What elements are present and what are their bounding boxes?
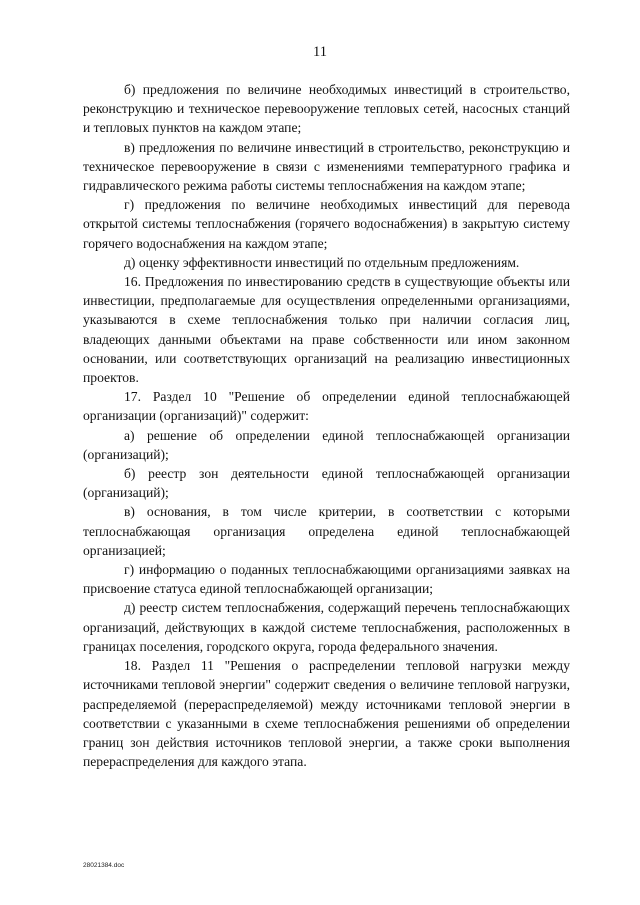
paragraph-17-d: д) реестр систем теплоснабжения, содержащий перечень теплоснабжающих организаций, действующих в каждой системе теплоснабжения, расположенных в границах поселения, городского округа, города федерального значения. [83,600,570,654]
document-body [83,80,570,771]
paragraph-b-investment-networks: б) предложения по величине необходимых инвестиций в строительство, реконструкцию и техническое перевооружение тепловых сетей, насосных станций и тепловых пунктов на каждом этапе; [83,82,570,136]
paragraph-g-investment-closed-system: г) предложения по величине необходимых инвестиций для перевода открытой системы теплоснабжения (горячего водоснабжения) в закрытую систему горячего водоснабжения на каждом этапе; [83,197,570,251]
paragraph-17-v: в) основания, в том числе критерии, в соответствии с которыми теплоснабжающая организация определена единой теплоснабжающей организацией; [83,504,570,558]
paragraph-18: 18. Раздел 11 "Решения о распределении тепловой нагрузки между источниками тепловой энергии" содержит сведения о величине тепловой нагрузки, распределяемой (перераспределяемой) между источниками тепловой энергии в соответствии с указанными в схеме теплоснабжения решениями об определении границ зон действия источников тепловой энергии, а также сроки выполнения перераспределения для каждого этапа. [83,658,570,770]
paragraph-17: 17. Раздел 10 "Решение об определении единой теплоснабжающей организации (организаций)" содержит: [83,389,570,424]
page-number: 11 [313,44,327,60]
paragraph-16: 16. Предложения по инвестированию средств в существующие объекты или инвестиции, предполагаемые для осуществления определенными организациями, указываются в схеме теплоснабжения только при наличии согласия лиц, владеющих данными объектами на праве собственности или ином законном основании, или соответствующих организаций на реализацию инвестиционных проектов. [83,274,570,386]
paragraph-d-efficiency: д) оценку эффективности инвестиций по отдельным предложениям. [124,254,520,270]
paragraph-17-g: г) информацию о поданных теплоснабжающими организациями заявках на присвоение статуса единой теплоснабжающей организации; [83,562,570,597]
paragraph-v-investment-temperature: в) предложения по величине инвестиций в строительство, реконструкцию и техническое перевооружение в связи с изменениями температурного графика и гидравлического режима работы системы теплоснабжения на каждом этапе; [83,139,570,194]
paragraph-17-a: а) решение об определении единой теплоснабжающей организации (организаций); [83,427,570,462]
document-filename: 28021384.doc [83,862,125,869]
paragraph-17-b: б) реестр зон деятельности единой теплоснабжающей организации (организаций); [83,466,570,501]
